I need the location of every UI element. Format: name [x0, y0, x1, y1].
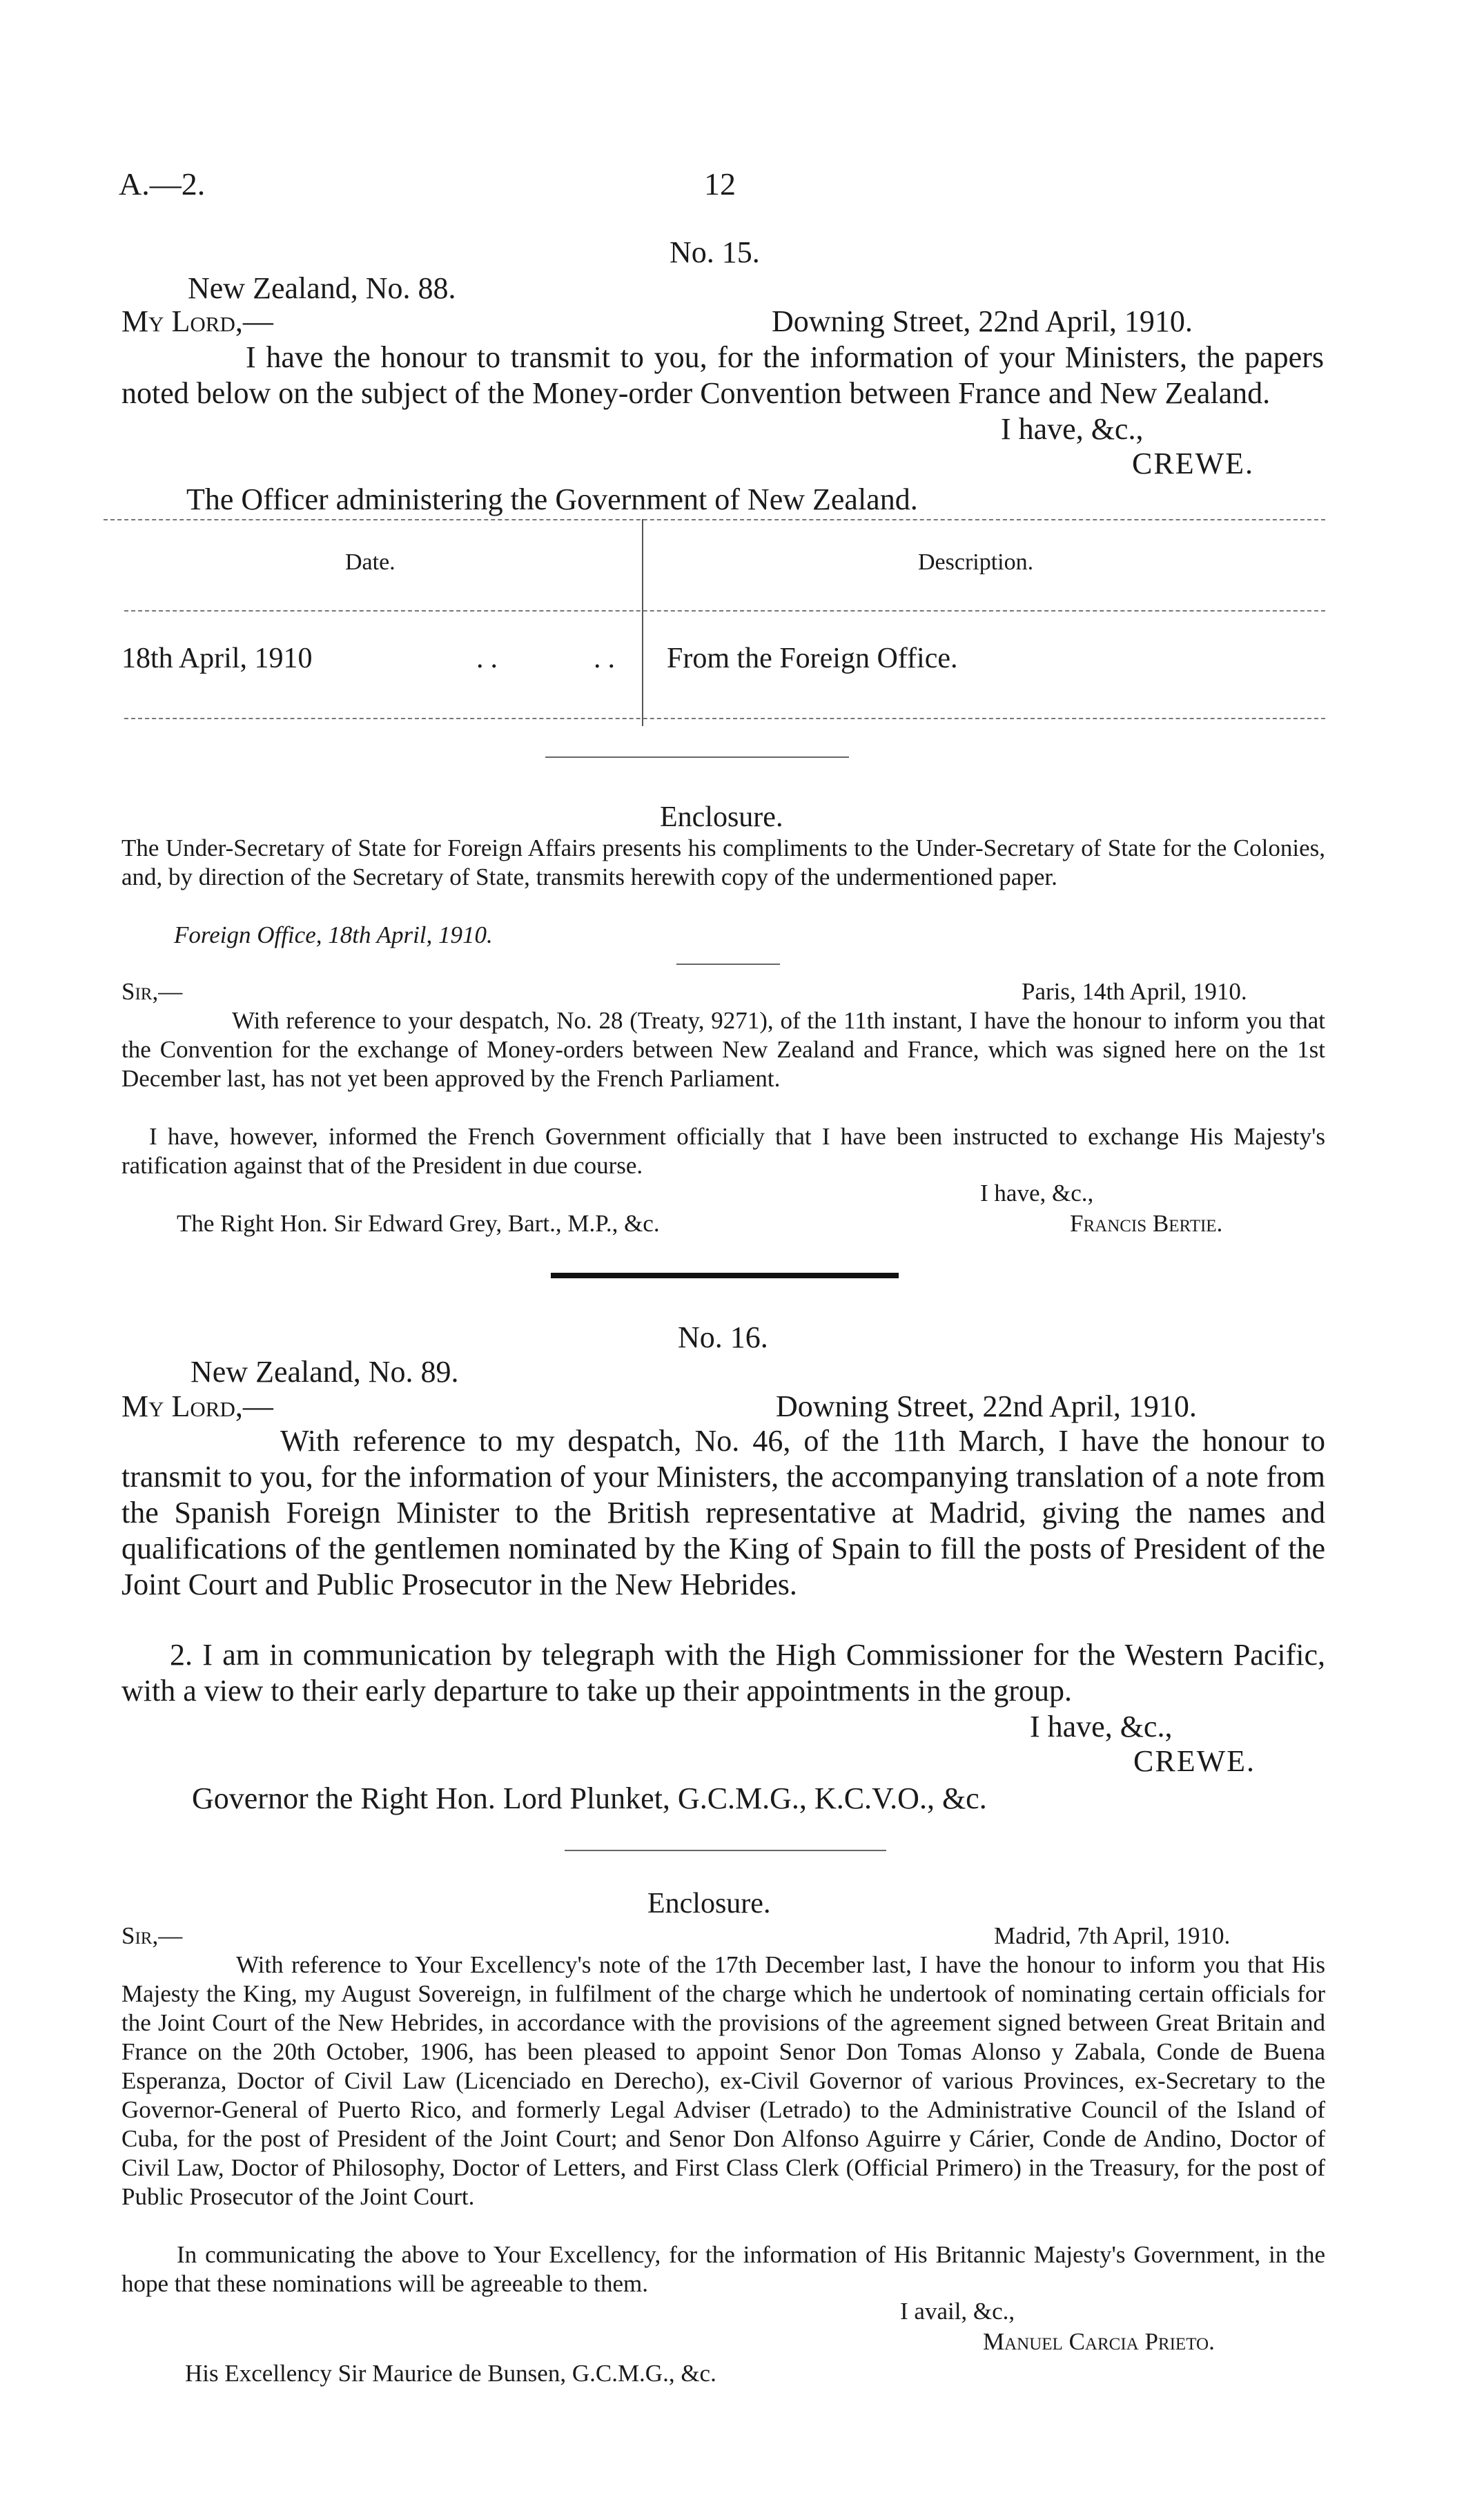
enclosure-paragraph-2: In communicating the above to Your Excellency, for the information of His Britannic Majesty's Government, in the hope that these nominations will be agreeable to them. — [121, 2241, 1325, 2297]
page-number: 12 — [704, 166, 736, 202]
enclosure-paragraph-2: I have, however, informed the French Government officially that I have been instructed to exchange His Majesty's ratification against that of the President in due course. — [121, 1123, 1325, 1179]
table-header-description: Description. — [918, 549, 1034, 575]
page-reference: A.—2. — [119, 166, 206, 202]
enclosure-place-date: Paris, 14th April, 1910. — [1022, 978, 1247, 1005]
enclosure-paragraph-1: With reference to your despatch, No. 28 (Treaty, 9271), of the 11th instant, I have the honour to inform you that the Convention for the exchange of Money-orders between New Zealand and France, which was signed here on the 1st December last, has not yet been approved by the French Parliament. — [121, 1007, 1325, 1092]
enclosure-intro-text: The Under-Secretary of State for Foreign Affairs presents his compliments to the Under-Secretary of State for the Colonies, and, by direction of the Secretary of State, transmits herewith copy of the undermentioned paper. — [121, 834, 1325, 890]
place-date: Downing Street, 22nd April, 1910. — [776, 1389, 1197, 1423]
closing: I have, &c., — [1001, 412, 1144, 446]
enclosure-paragraph-1: With reference to Your Excellency's note of the 17th December last, I have the honour to inform you that His Majesty the King, my August Sovereign, in fulfilment of the charge which he undertook of nominating certain officials for the Joint Court of the New Hebrides, in accordance with the provisions of the agreement signed between Great Britain and France on the 20th October, 1906, has been pleased to appoint Senor Don Tomas Alonso y Zabala, Conde de Buena Esperanza, Doctor of Civil Law (Licenciado en Derecho), ex-Civil Governor of various Provinces, ex-Secretary to the Governor-General of Puerto Rico, and formerly Legal Adviser (Letrado) to the Administrative Council of the Island of Cuba, for the post of President of the Joint Court; and Senor Don Alfonso Aguirre y Cárier, Conde de Andino, Doctor of Civil Law, Doctor of Philosophy, Doctor of Letters, and First Class Clerk (Official Primero) in the Treasury, for the post of Public Prosecutor of the Joint Court. — [121, 1951, 1325, 2210]
short-divider — [676, 964, 780, 965]
enclosure-closing: I have, &c., — [980, 1180, 1094, 1206]
enclosure-signature: Manuel Carcia Prieto. — [983, 2328, 1215, 2355]
place-date: Downing Street, 22nd April, 1910. — [772, 304, 1193, 338]
salutation: My Lord,— — [121, 1389, 273, 1423]
enclosure-intro — [121, 834, 1325, 892]
table-cell-description: From the Foreign Office. — [667, 643, 958, 674]
addressee: The Officer administering the Government of New Zealand. — [186, 482, 918, 516]
table-column-divider — [642, 519, 643, 726]
salutation: My Lord,— — [121, 304, 273, 338]
enclosure-place-date: Madrid, 7th April, 1910. — [994, 1922, 1231, 1949]
table-header-rule — [124, 610, 1325, 612]
section-title-no16: No. 16. — [678, 1320, 768, 1354]
enclosure-addressee: The Right Hon. Sir Edward Grey, Bart., M.P., &c. — [177, 1210, 660, 1237]
enclosure-closing: I avail, &c., — [900, 2298, 1015, 2325]
despatch-number: New Zealand, No. 88. — [188, 271, 456, 305]
section-divider — [545, 756, 849, 758]
table-cell-leader: .. — [594, 643, 622, 674]
letter-paragraph-2: 2. I am in communication by telegraph with the High Commissioner for the Western Pacific, with a view to their early departure to take up their appointments in the group. — [121, 1638, 1325, 1708]
table-cell-leader: .. — [476, 643, 505, 674]
table-header-date: Date. — [345, 549, 396, 575]
letter-paragraph-1: With reference to my despatch, No. 46, of the 11th March, I have the honour to transmit to you, for the information of your Ministers, the accompanying translation of a note from the Spanish Foreign Minister to the British representative at Madrid, giving the names and qualifications of the gentlemen nominated by the King of Spain to fill the posts of President of the Joint Court and Public Prosecutor in the New Hebrides. — [121, 1424, 1325, 1601]
enclosure-title: Enclosure. — [660, 801, 783, 833]
enclosure-intro-place: Foreign Office, 18th April, 1910. — [174, 921, 493, 948]
despatch-number: New Zealand, No. 89. — [191, 1355, 459, 1389]
enclosure-signature: Francis Bertie. — [1070, 1210, 1223, 1237]
letter-body: I have the honour to transmit to you, for the information of your Ministers, the papers noted below on the subject of the Money-order Convention between France and New Zealand. — [121, 340, 1324, 410]
table-top-rule — [104, 519, 1325, 520]
enclosure-salutation: Sir,— — [121, 1922, 183, 1949]
addressee: Governor the Right Hon. Lord Plunket, G.C.M.G., K.C.V.O., &c. — [192, 1781, 987, 1815]
signature: CREWE. — [1132, 447, 1254, 480]
signature: CREWE. — [1133, 1744, 1256, 1778]
enclosure-salutation: Sir,— — [121, 978, 183, 1005]
enclosure-title: Enclosure. — [647, 1888, 771, 1919]
closing: I have, &c., — [1030, 1710, 1173, 1743]
table-bottom-rule — [124, 718, 1325, 719]
heavy-divider — [551, 1273, 899, 1278]
enclosure-addressee: His Excellency Sir Maurice de Bunsen, G.C.M.G., &c. — [185, 2360, 716, 2387]
section-divider — [565, 1850, 886, 1851]
table-cell-date: 18th April, 1910 — [121, 643, 313, 674]
section-title-no15: No. 15. — [670, 235, 760, 269]
